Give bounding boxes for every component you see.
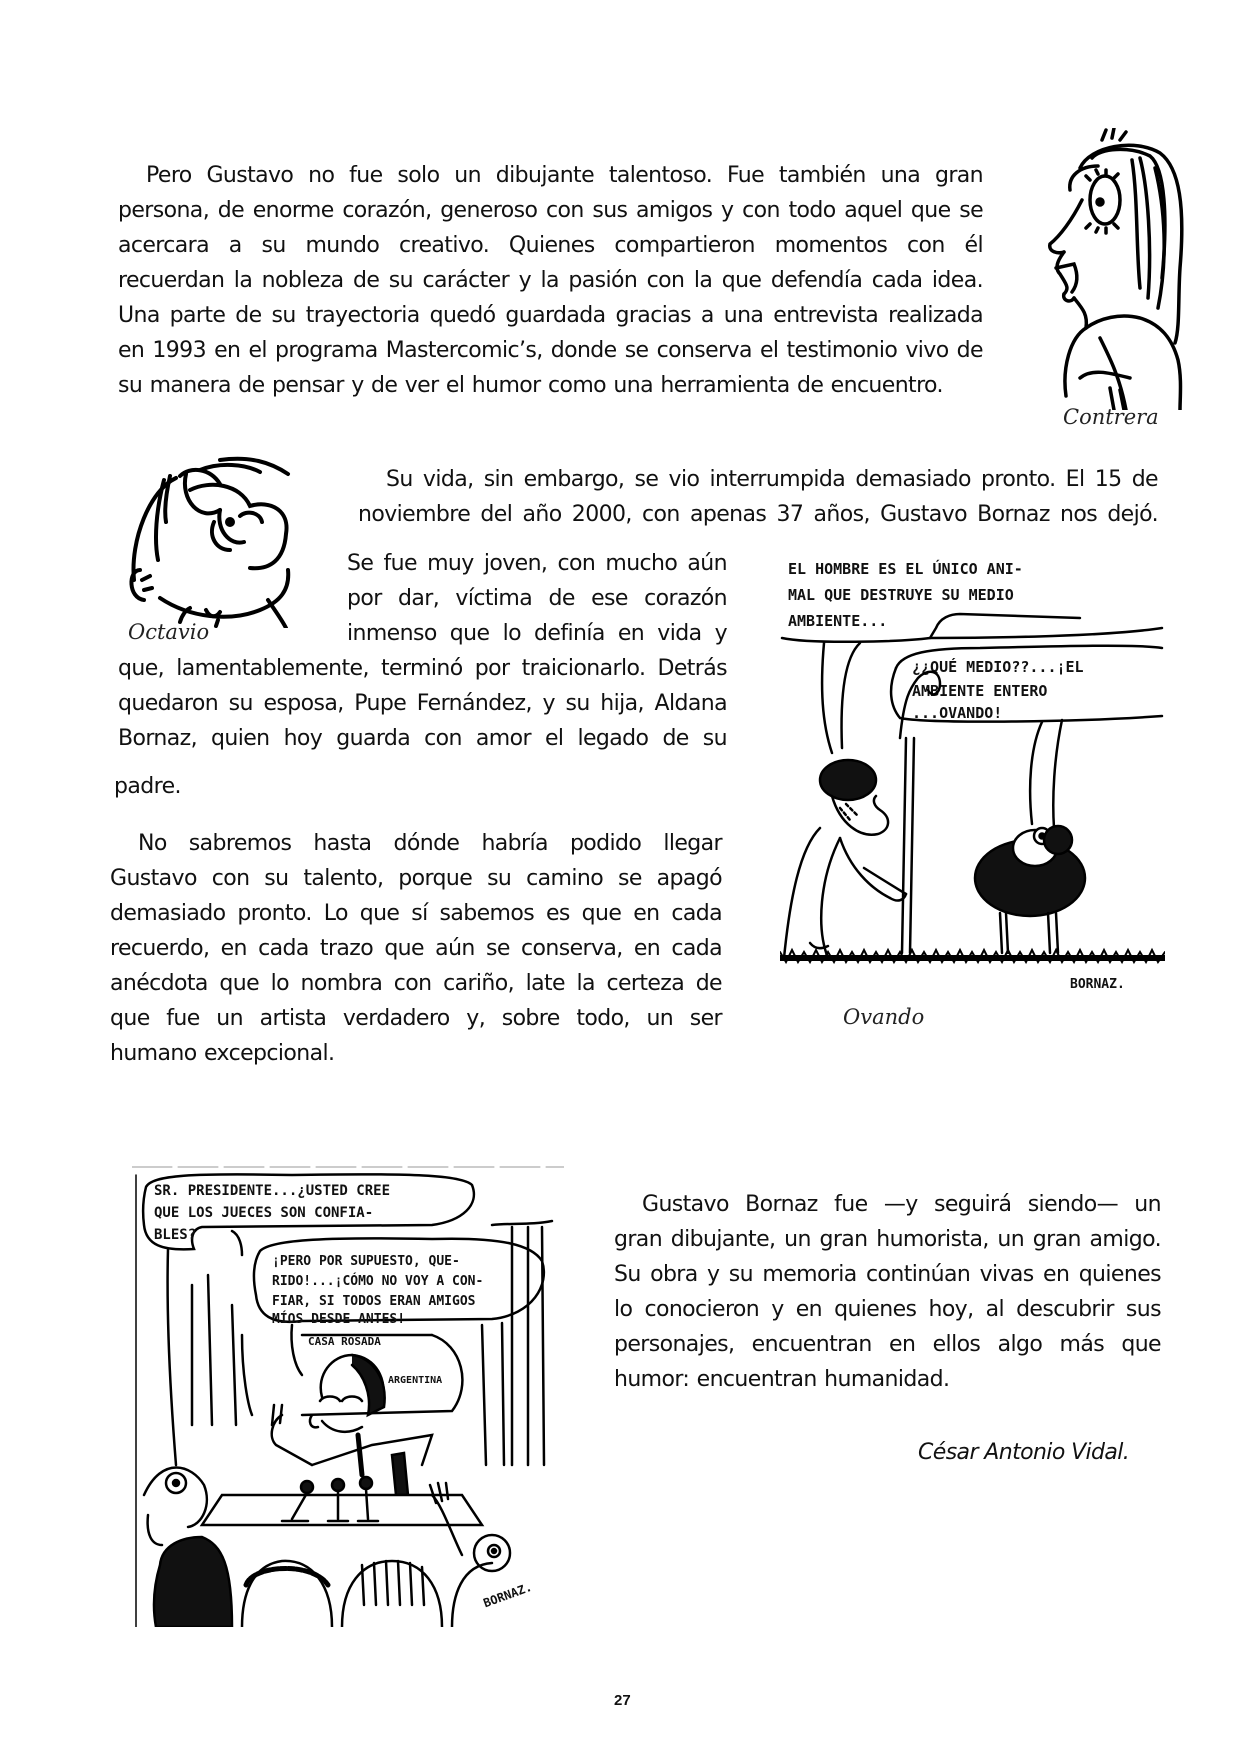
casa-rosada-sign: CASA ROSADA <box>308 1335 381 1348</box>
text-line: Una parte de su trayectoria quedó guardada gracias a una entrevista realizada <box>118 303 983 328</box>
president-artist-signature: BORNAZ. <box>481 1579 534 1611</box>
text-line: Pero Gustavo no fue solo un dibujante talentoso. Fue también una gran <box>146 163 983 188</box>
president-bubble-2-line: MÍOS DESDE ANTES! <box>272 1312 406 1327</box>
president-bubble-1-line: BLES? <box>154 1227 197 1243</box>
text-line: lo conocieron y en quienes hoy, al descubrir sus <box>614 1297 1161 1322</box>
paragraph-legacy <box>110 826 722 1071</box>
paragraph-intro <box>118 158 983 403</box>
text-line: Gustavo Bornaz fue —y seguirá siendo— un <box>642 1192 1161 1217</box>
contrera-caption: Contrera <box>1063 405 1159 429</box>
ovando-bubble-1-line: EL HOMBRE ES EL ÚNICO ANI- <box>788 560 1023 578</box>
text-line: humor: encuentran humanidad. <box>614 1367 950 1392</box>
text-line: recuerdan la nobleza de su carácter y la pasión con la que defendía cada idea. <box>118 268 983 293</box>
ovando-cartoon <box>780 548 1165 1003</box>
text-line: Gustavo con su talento, porque su camino se apagó <box>110 866 722 891</box>
paragraph-passing-beside <box>347 546 727 651</box>
president-bubble-2-line: FIAR, SI TODOS ERAN AMIGOS <box>272 1294 476 1309</box>
text-line: Su vida, sin embargo, se vio interrumpida demasiado pronto. El 15 de <box>386 467 1158 492</box>
text-line: Bornaz, quien hoy guarda con amor el legado de su <box>118 726 727 751</box>
president-cartoon <box>132 1165 564 1627</box>
text-line: por dar, víctima de ese corazón <box>347 586 727 611</box>
argentina-sign: ARGENTINA <box>388 1375 443 1386</box>
president-bubble-1-line: QUE LOS JUECES SON CONFIA- <box>154 1205 374 1221</box>
text-line: humano excepcional. <box>110 1041 335 1066</box>
text-line: acercara a su mundo creativo. Quienes compartieron momentos con él <box>118 233 983 258</box>
octavio-illustration <box>120 450 310 628</box>
text-line: recuerdo, en cada trazo que aún se conserva, en cada <box>110 936 722 961</box>
text-line: personajes, encuentran en ellos algo más que <box>614 1332 1161 1357</box>
text-line: persona, de enorme corazón, generoso con sus amigos y con todo aquel que se <box>118 198 983 223</box>
text-line: noviembre del año 2000, con apenas 37 años, Gustavo Bornaz nos dejó. <box>358 502 1158 527</box>
text-line: que, lamentablemente, terminó por traicionarlo. Detrás <box>118 656 727 681</box>
paragraph-closing <box>614 1187 1161 1397</box>
ovando-bubble-2-line: ¿¿QUÉ MEDIO??...¡EL <box>912 658 1084 676</box>
president-bubble-1-line: SR. PRESIDENTE...¿USTED CREE <box>154 1183 391 1199</box>
text-line: quedaron su esposa, Pupe Fernández, y su hija, Aldana <box>118 691 727 716</box>
president-bubble-2-line: RIDO!...¡CÓMO NO VOY A CON- <box>272 1274 484 1289</box>
text-line: Su obra y su memoria continúan vivas en quienes <box>614 1262 1161 1287</box>
author-signature: César Antonio Vidal. <box>918 1440 1130 1465</box>
paragraph-passing-full <box>118 651 727 756</box>
text-line: Se fue muy joven, con mucho aún <box>347 551 727 576</box>
text-line: en 1993 en el programa Mastercomic’s, donde se conserva el testimonio vivo de <box>118 338 983 363</box>
paragraph-passing-end <box>114 769 314 804</box>
ovando-caption: Ovando <box>843 1005 925 1029</box>
text-line: No sabremos hasta dónde habría podido llegar <box>138 831 722 856</box>
ovando-bubble-2-line: AMBIENTE ENTERO <box>912 682 1048 700</box>
ovando-bubble-2-line: ...OVANDO! <box>912 704 1003 722</box>
ovando-bubble-1-line: AMBIENTE... <box>788 612 888 630</box>
president-bubble-2-line: ¡PERO POR SUPUESTO, QUE- <box>272 1254 460 1269</box>
ovando-artist-signature: BORNAZ. <box>1070 977 1125 992</box>
ovando-bubble-1-line: MAL QUE DESTRUYE SU MEDIO <box>788 586 1014 604</box>
paragraph-passing <box>358 462 1158 532</box>
text-line: padre. <box>114 774 181 799</box>
text-line: inmenso que lo definía en vida y <box>347 621 727 646</box>
text-line: gran dibujante, un gran humorista, un gran amigo. <box>614 1227 1161 1252</box>
text-line: anécdota que lo nombra con cariño, late la certeza de <box>110 971 722 996</box>
page-number: 27 <box>614 1692 631 1709</box>
text-line: que fue un artista verdadero y, sobre todo, un ser <box>110 1006 722 1031</box>
octavio-caption: Octavio <box>128 620 210 644</box>
contrera-illustration <box>1040 128 1190 410</box>
text-line: su manera de pensar y de ver el humor como una herramienta de encuentro. <box>118 373 943 398</box>
text-line: demasiado pronto. Lo que sí sabemos es que en cada <box>110 901 722 926</box>
